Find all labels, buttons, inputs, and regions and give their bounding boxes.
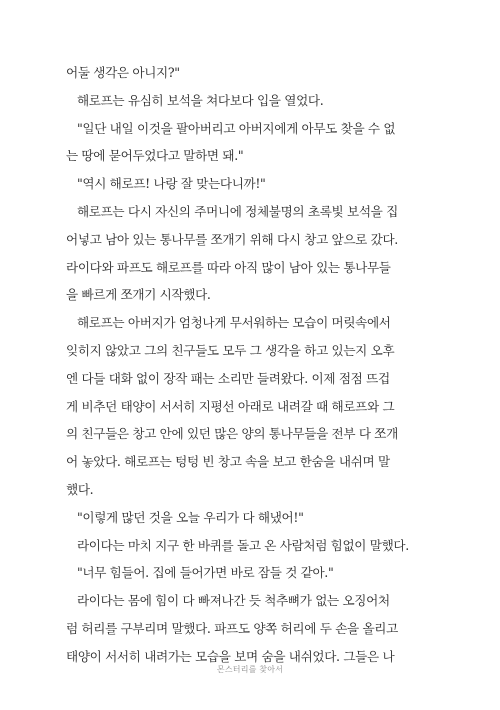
text-line: "일단 내일 이것을 팔아버리고 아버지에게 아무도 찾을 수 없 (66, 120, 396, 136)
running-footer: 몬스터리를 찾아서 (216, 665, 284, 674)
text-line: "너무 힘들어. 집에 들어가면 바로 잠들 것 같아." (66, 565, 334, 581)
text-line: 잊히지 않았고 그의 친구들도 모두 그 생각을 하고 있는지 오후 (66, 342, 395, 358)
text-line: 했다. (66, 481, 94, 497)
text-line: 어둘 생각은 아니지?" (66, 65, 180, 80)
text-line: 태양이 서서히 내려가는 모습을 보며 숨을 내쉬었다. 그들은 나 (66, 648, 395, 664)
text-line: 는 땅에 묻어두었다고 말하면 돼." (66, 148, 244, 164)
body-text (66, 59, 440, 671)
text-line: 해로프는 유심히 보석을 쳐다보다 입을 열었다. (66, 92, 324, 108)
text-line: 을 빠르게 쪼개기 시작했다. (66, 287, 211, 303)
text-line: 해로프는 다시 자신의 주머니에 정체불명의 초록빛 보석을 집 (66, 203, 398, 219)
text-line: 해로프는 아버지가 엄청나게 무서워하는 모습이 머릿속에서 (66, 315, 391, 331)
text-line: 엔 다들 대화 없이 장작 패는 소리만 들려왔다. 이제 점점 뜨겁 (66, 370, 390, 386)
text-line: 라이다는 몸에 힘이 다 빠져나간 듯 척추뼈가 없는 오징어처 (66, 593, 390, 609)
text-line: 라이다와 파프도 해로프를 따라 아직 많이 남아 있는 통나무들 (66, 259, 391, 275)
text-line: 어넣고 남아 있는 통나무를 쪼개기 위해 다시 창고 앞으로 갔다. (66, 231, 398, 247)
text-line: 럼 허리를 구부리며 말했다. 파프도 양쪽 허리에 두 손을 올리고 (66, 620, 398, 636)
text-line: 게 비추던 태양이 서서히 지평선 아래로 내려갈 때 해로프와 그 (66, 398, 395, 414)
text-line: 의 친구들은 창고 안에 있던 많은 양의 통나무들을 전부 다 쪼개 (66, 426, 398, 442)
text-line: 어 놓았다. 해로프는 텅텅 빈 창고 속을 보고 한숨을 내쉬며 말 (66, 454, 390, 470)
text-line: 라이다는 마치 지구 한 바퀴를 돌고 온 사람처럼 힘없이 말했다. (66, 537, 409, 553)
text-line: "역시 해로프! 나랑 잘 맞는다니까!" (66, 176, 266, 192)
text-line: "이렇게 많던 것을 오늘 우리가 다 해냈어!" (66, 509, 304, 525)
